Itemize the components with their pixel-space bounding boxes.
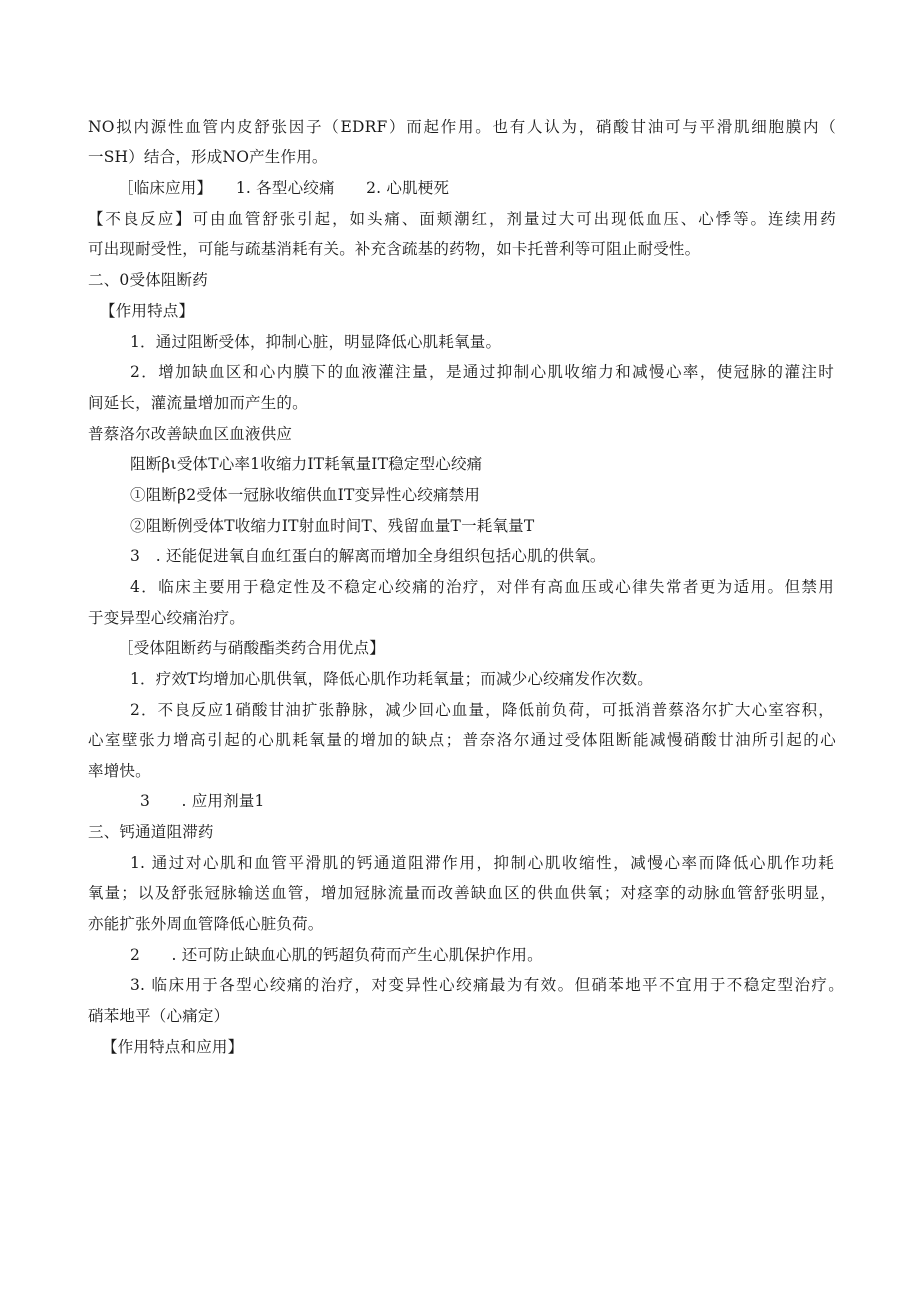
text-line: NO拟内源性血管内皮舒张因子（EDRF）而起作用。也有人认为，硝酸甘油可与平滑肌细胞膜内（ — [88, 118, 836, 136]
text-line: 1．通过阻断受体，抑制心脏，明显降低心肌耗氧量。 — [130, 333, 502, 351]
text-line: 于变异型心绞痛治疗。 — [88, 609, 246, 627]
text-line: 3 . 还能促进氧自血红蛋白的解离而增加全身组织包括心肌的供氧。 — [130, 547, 606, 565]
section-heading: 二、0受体阻断药 — [88, 271, 208, 289]
text-line: 氧量；以及舒张冠脉输送血管，增加冠脉流量而改善缺血区的供血供氧；对痉挛的动脉血管舒张明显， — [88, 884, 836, 902]
text-line: 3. 临床用于各型心绞痛的治疗，对变异性心绞痛最为有效。但硝苯地平不宜用于不稳定型治疗。 — [130, 976, 844, 994]
text-line: 4．临床主要用于稳定性及不稳定心绞痛的治疗，对伴有高血压或心律失常者更为适用。但禁用 — [130, 578, 834, 596]
text-line: 阻断βι受体T心率1收缩力IT耗氧量IT稳定型心绞痛 — [130, 455, 483, 473]
text-line: 心室壁张力增高引起的心肌耗氧量的增加的缺点；普奈洛尔通过受体阻断能减慢硝酸廿油所引起的心 — [88, 731, 836, 749]
text-line: 一SH）结合，形成NO产生作用。 — [88, 148, 328, 166]
text-line: 硝苯地平（心痛定） — [88, 1007, 230, 1025]
subheading: 【作用特点】 — [100, 302, 195, 320]
text-line: 间延长，灌流量增加而产生的。 — [88, 394, 308, 412]
text-line: 2．增加缺血区和心内膜下的血液灌注量，是通过抑制心肌收缩力和减慢心率，使冠脉的灌注时 — [130, 363, 834, 381]
subheading: ［受体阻断药与硝酸酯类药合用优点】 — [118, 639, 385, 657]
text-line: 1．疗效T均增加心肌供氧，降低心肌作功耗氧量；而减少心绞痛发作次数。 — [130, 670, 654, 688]
text-line: 3 . 应用剂量1 — [140, 792, 265, 810]
text-line: 2 . 还可防止缺血心肌的钙超负荷而产生心肌保护作用。 — [130, 946, 543, 964]
section-heading: 三、钙通道阻滞药 — [88, 823, 214, 841]
text-line: ②阻断例受体T收缩力IT射血时间T、残留血量T一耗氧量T — [130, 517, 535, 535]
text-line: 普蔡洛尔改善缺血区血液供应 — [88, 425, 293, 443]
text-line: 1. 通过对心肌和血管平滑肌的钙通道阻滞作用，抑制心肌收缩性，减慢心率而降低心肌作功耗 — [130, 854, 834, 872]
text-line: 亦能扩张外周血管降低心脏负荷。 — [88, 915, 324, 933]
text-line: ［临床应用】 1. 各型心绞痛 2. 心肌梗死 — [118, 179, 450, 197]
text-line: 2．不良反应1硝酸甘油扩张静脉，减少回心血量，降低前负荷，可抵消普蔡洛尔扩大心室容积， — [130, 701, 834, 719]
text-line: ①阻断β2受体一冠脉收缩供血IT变异性心绞痛禁用 — [130, 486, 481, 504]
text-line: 可出现耐受性，可能与疏基消耗有关。补充含疏基的药物，如卡托普利等可阻止耐受性。 — [88, 240, 701, 258]
subheading: 【作用特点和应用】 — [102, 1038, 244, 1056]
text-line: 【不良反应】可由血管舒张引起，如头痛、面颊潮红，剂量过大可出现低血压、心悸等。连续用药 — [88, 210, 836, 228]
text-line: 率增快。 — [88, 762, 151, 780]
